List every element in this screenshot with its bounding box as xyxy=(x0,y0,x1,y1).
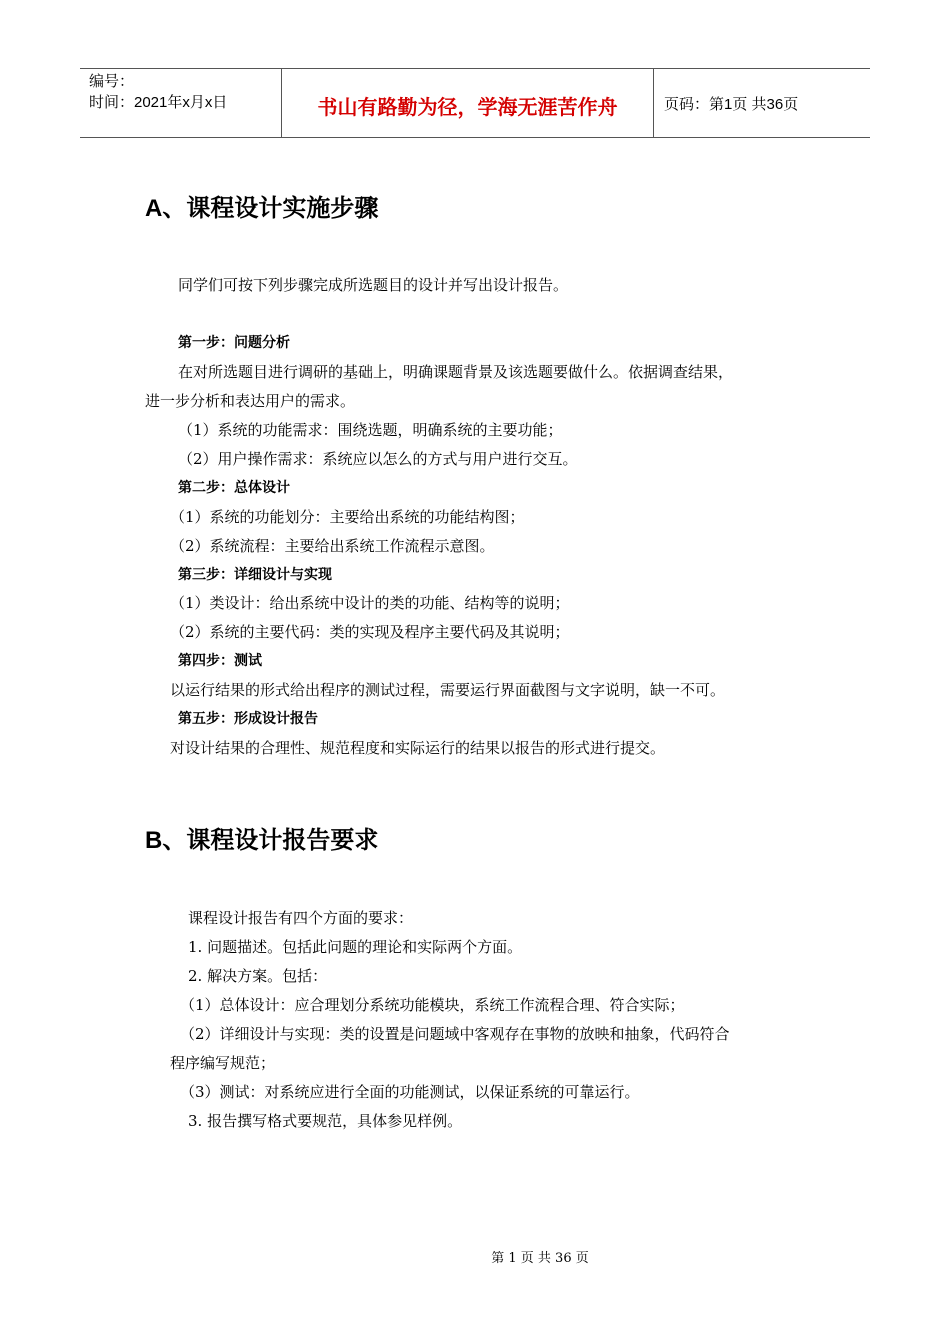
step4-title: 第四步：测试 xyxy=(178,652,262,668)
step4-text: 以运行结果的形式给出程序的测试过程，需要运行界面截图与文字说明，缺一不可。 xyxy=(170,681,726,699)
step1-item2: （2）用户操作需求：系统应以怎么的方式与用户进行交互。 xyxy=(178,450,578,468)
req-sub1: （1）总体设计：应合理划分系统功能模块，系统工作流程合理、符合实际； xyxy=(180,996,685,1014)
number-label: 编号： xyxy=(89,73,135,90)
header-motto: 书山有路勤为径，学海无涯苦作舟 xyxy=(282,69,654,137)
req-item1: 1. 问题描述。包括此问题的理论和实际两个方面。 xyxy=(188,938,523,956)
step2-item1: （1）系统的功能划分：主要给出系统的功能结构图； xyxy=(170,508,525,526)
step1-line2: 进一步分析和表达用户的需求。 xyxy=(145,392,356,410)
req-sub2-line1: （2）详细设计与实现：类的设置是问题域中客观存在事物的放映和抽象，代码符合 xyxy=(180,1025,730,1043)
step1-line1: 在对所选题目进行调研的基础上，明确课题背景及该选题要做什么。依据调查结果， xyxy=(178,363,734,381)
section-a-intro: 同学们可按下列步骤完成所选题目的设计并写出设计报告。 xyxy=(178,276,569,294)
time-label: 时间：2021年x月x日 xyxy=(89,94,228,111)
step3-title: 第三步：详细设计与实现 xyxy=(178,566,332,582)
step5-title: 第五步：形成设计报告 xyxy=(178,710,318,726)
req-sub2-line2: 程序编写规范； xyxy=(170,1054,276,1072)
section-b-intro: 课程设计报告有四个方面的要求： xyxy=(188,909,414,927)
step1-title: 第一步：问题分析 xyxy=(178,334,290,350)
step3-item2: （2）系统的主要代码：类的实现及程序主要代码及其说明； xyxy=(170,623,570,641)
page-footer xyxy=(0,1247,950,1266)
step5-text: 对设计结果的合理性、规范程度和实际运行的结果以报告的形式进行提交。 xyxy=(170,739,666,757)
step2-title: 第二步：总体设计 xyxy=(178,479,290,495)
section-a-title: A、课程设计实施步骤 xyxy=(145,195,379,222)
header-info xyxy=(80,69,282,137)
section-b-title: B、课程设计报告要求 xyxy=(145,827,379,854)
header-page-info: 页码：第1页 共36页 xyxy=(664,95,799,113)
req-item3: 3. 报告撰写格式要规范，具体参见样例。 xyxy=(188,1112,463,1130)
req-item2: 2. 解决方案。包括： xyxy=(188,967,328,985)
step2-item2: （2）系统流程：主要给出系统工作流程示意图。 xyxy=(170,537,495,555)
step1-item1: （1）系统的功能需求：围绕选题，明确系统的主要功能； xyxy=(178,421,563,439)
step3-item1: （1）类设计：给出系统中设计的类的功能、结构等的说明； xyxy=(170,594,570,612)
req-sub3: （3）测试：对系统应进行全面的功能测试，以保证系统的可靠运行。 xyxy=(180,1083,640,1101)
footer-page-number: 第 1 页 共 36 页 xyxy=(491,1251,589,1266)
document-header xyxy=(80,68,870,138)
